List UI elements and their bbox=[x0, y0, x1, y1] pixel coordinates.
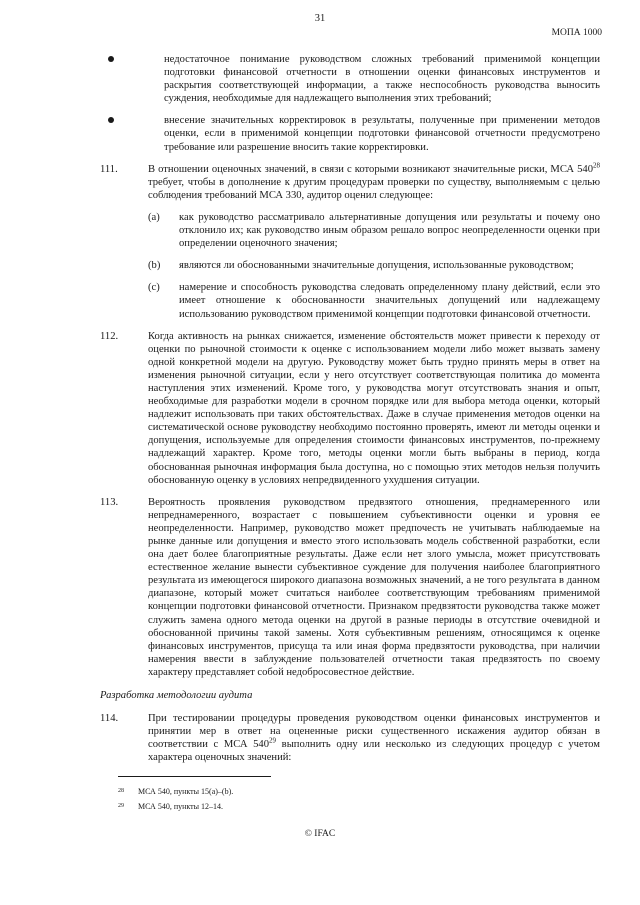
paragraph-body bbox=[148, 712, 600, 764]
paragraph-111 bbox=[100, 161, 600, 321]
footnote-ref[interactable]: 28 bbox=[593, 161, 600, 170]
list-label: (a) bbox=[148, 211, 160, 223]
paragraph-number: 111. bbox=[100, 163, 118, 175]
footnote-divider bbox=[118, 776, 271, 777]
bullet-text: внесение значительных корректировок в результаты, полученные при применении методов оценки, если в применимой концепции подготовки финансовой отчетности предусмотрено требование или разрешение вносить такие корректировки. bbox=[164, 115, 600, 153]
footnote-number: 28 bbox=[118, 788, 124, 794]
list-item bbox=[148, 281, 600, 320]
footnotes bbox=[118, 784, 233, 814]
list-text: являются ли обоснованными значительные допущения, использованные руководством; bbox=[179, 260, 574, 272]
list-label: (b) bbox=[148, 260, 161, 272]
page-content bbox=[100, 53, 600, 774]
paragraph-114 bbox=[100, 712, 600, 764]
paragraph-text: выполнить одну или несколько из следующих процедур с учетом характера оценочных значений: bbox=[148, 739, 600, 764]
list-item bbox=[148, 211, 600, 250]
bullet-item bbox=[108, 53, 600, 105]
paragraph-text: требует, чтобы в дополнение к другим процедурам проверки по существу, выполняемым с целью соблюдения требований МСА 330, аудитор оценил следующее: bbox=[148, 176, 600, 201]
bullet-icon bbox=[56, 114, 156, 153]
footnote-text: МСА 540, пункты 15(a)–(b). bbox=[138, 787, 234, 796]
bullet-icon bbox=[56, 53, 156, 105]
paragraph-body: Когда активность на рынках снижается, изменение обстоятельств может привести к переходу от оценки по рыночной стоимости к оценке с использованием модели либо может вызвать замену одной конкретной модели на другую. Руководству может быть трудно принять меры в ответ на изменения рыночной ситуации, если у него отсутствует соответствующая политика до момента наступления этих изменений. Кроме того, у руководства могут отсутствовать знания и опыт, необходимые для разработки модели в срочном порядке или для выбора метода оценки, который надлежит использовать при таких обстоятельствах. Даже в случае применения методов оценки на систематической основе руководству необходимо постоянно проверять, имеют ли методы оценки и допущения, используемые для определения стоимости финансовых инструментов, по-прежнему надлежащий характер. Кроме того, методы оценки могли быть выбраны в период, когда обоснованная рыночная информация была доступна, но с помощью этих методов нельзя получить обоснованную оценку в условиях непредвиденного ухудшения ситуации. bbox=[148, 330, 600, 486]
copyright-footer: © IFAC bbox=[304, 829, 336, 839]
list-text: как руководство рассматривало альтернативные допущения или результаты и почему оно отклонило их; как руководство иным образом решало вопрос неопределенности оценки при определении оценочного значения; bbox=[179, 211, 600, 250]
footnote-ref[interactable]: 29 bbox=[269, 736, 277, 745]
footnote-number: 29 bbox=[118, 803, 124, 809]
footnote bbox=[118, 784, 233, 799]
list-item bbox=[148, 259, 600, 272]
paragraph-text: В отношении оценочных значений, в связи с которыми возникают значительные риски, МСА 540 bbox=[148, 163, 593, 175]
paragraph-number: 114. bbox=[100, 713, 119, 725]
paragraph-113 bbox=[100, 496, 600, 679]
footnote-text: МСА 540, пункты 12–14. bbox=[138, 802, 224, 811]
footnote bbox=[118, 799, 233, 814]
paragraph-number: 112. bbox=[100, 330, 119, 342]
bullet-text: недостаточное понимание руководством сложных требований применимой концепции подготовки финансовой отчетности в отношении оценки финансовых инструментов и раскрытия соответствующей информации, а также неспособность руководства выносить суждения, необходимые для надлежащего выполнения этих требований; bbox=[164, 54, 600, 105]
section-heading: Разработка методологии аудита bbox=[100, 690, 253, 702]
paragraph-number: 113. bbox=[100, 496, 119, 508]
document-code: МОПА 1000 bbox=[551, 28, 602, 38]
list-label: (c) bbox=[148, 282, 160, 294]
paragraph-body: Вероятность проявления руководством предвзятого отношения, преднамеренного или непреднамеренного, возрастает с повышением субъективности оценки и уровня ее неопределенности. Например, руководство может предпочесть не учитывать наблюдаемые на рынке данные или допущения и вместо этого использовать модель собственной разработки, если она дает более благоприятные результаты. Даже если нет злого умысла, может присутствовать естественное желание вынести субъективное суждение для получения наиболее благоприятного результата из имеющегося широкого диапазона возможных значений, а не того результата в данном диапазоне, который может считаться наиболее соответствующим требованиям применимой концепции подготовки финансовой отчетности. Признаком предвзятости руководства также может служить замена одного метода оценки на другой в разные периоды в отсутствие очевидной и обоснованной причины такой замены. Хотя субъективным решениям, относящимся к оценке финансовых инструментов, присуща та или иная форма предвзятости руководства, при наличии намерения ввести в заблуждение пользователей отчетности такая предвзятость по своему характеру представляет собой недобросовестное действие. bbox=[148, 496, 600, 678]
page-number: 31 bbox=[314, 13, 326, 24]
paragraph-text: При тестировании процедуры проведения руководством оценки финансовых инструментов и принятии мер в ответ на оцененные риски существенного искажения аудитор обязан в соответствии с МСА 540 bbox=[148, 713, 600, 751]
bullet-item bbox=[108, 114, 600, 153]
paragraph-112 bbox=[100, 330, 600, 487]
paragraph-body bbox=[148, 163, 600, 321]
list-text: намерение и способность руководства следовать определенному плану действий, если это имеет отношение к обоснованности значительных допущений или надлежащему использованию руководством применимой концепции подготовки финансовой отчетности. bbox=[179, 282, 600, 320]
